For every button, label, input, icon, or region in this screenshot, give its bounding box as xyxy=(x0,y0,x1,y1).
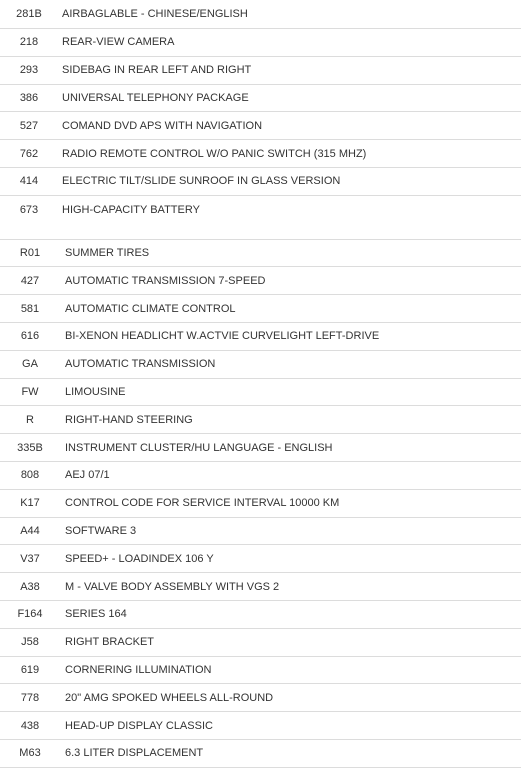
option-code: R01 xyxy=(19,246,41,259)
option-description: HIGH-CAPACITY BATTERY xyxy=(62,203,200,216)
table-row xyxy=(0,601,521,629)
option-description: AIRBAGLABLE - CHINESE/ENGLISH xyxy=(62,8,248,20)
option-code: 386 xyxy=(19,91,39,104)
option-description: ELECTRIC TILT/SLIDE SUNROOF IN GLASS VERSION xyxy=(62,175,341,188)
option-description: UNIVERSAL TELEPHONY PACKAGE xyxy=(62,91,249,104)
option-description: CORNERING ILLUMINATION xyxy=(65,663,212,676)
table-row xyxy=(0,323,521,351)
option-description: SUMMER TIRES xyxy=(65,246,150,259)
option-description: SIDEBAG IN REAR LEFT AND RIGHT xyxy=(62,64,252,77)
option-code: V37 xyxy=(20,552,40,565)
option-code: GA xyxy=(22,358,38,371)
table-row xyxy=(0,434,521,462)
table-row xyxy=(0,406,521,434)
option-code: J58 xyxy=(21,636,39,649)
option-code: R xyxy=(26,413,34,426)
option-description: AUTOMATIC TRANSMISSION xyxy=(65,358,216,371)
option-description: COMAND DVD APS WITH NAVIGATION xyxy=(62,119,263,132)
option-codes-table-1 xyxy=(0,0,521,224)
option-code: 414 xyxy=(19,175,39,188)
option-description: LIMOUSINE xyxy=(65,385,126,398)
table-row xyxy=(0,140,521,168)
table-row xyxy=(0,490,521,518)
table-row xyxy=(0,168,521,196)
table-row xyxy=(0,112,521,140)
option-code: 778 xyxy=(20,691,40,704)
option-description: AUTOMATIC CLIMATE CONTROL xyxy=(65,302,236,315)
option-code: 427 xyxy=(20,274,40,287)
option-code: 527 xyxy=(19,119,39,132)
table-row xyxy=(0,29,521,57)
option-code: 673 xyxy=(19,203,39,216)
option-code: M63 xyxy=(19,747,41,760)
table-row xyxy=(0,85,521,113)
table-row xyxy=(0,295,521,323)
option-description: AEJ 07/1 xyxy=(65,469,110,482)
option-code: 581 xyxy=(20,302,40,315)
table-row xyxy=(0,573,521,601)
table-row xyxy=(0,351,521,379)
table-row xyxy=(0,684,521,712)
table-row xyxy=(0,196,521,224)
option-description: 20" AMG SPOKED WHEELS ALL-ROUND xyxy=(65,691,274,704)
option-code: A44 xyxy=(20,524,40,537)
option-code: A38 xyxy=(20,580,40,593)
option-description: CONTROL CODE FOR SERVICE INTERVAL 10000 KM xyxy=(65,497,340,510)
option-description: SOFTWARE 3 xyxy=(65,524,137,537)
option-description: BI-XENON HEADLICHT W.ACTVIE CURVELIGHT LEFT-DRIVE xyxy=(65,330,380,343)
option-code: K17 xyxy=(20,497,40,510)
table-separator xyxy=(0,224,521,240)
option-description: 6.3 LITER DISPLACEMENT xyxy=(65,747,204,760)
option-codes-table-2 xyxy=(0,240,521,768)
option-code: FW xyxy=(21,385,39,398)
table-row xyxy=(0,657,521,685)
table-row xyxy=(0,267,521,295)
table-row xyxy=(0,629,521,657)
option-code: 808 xyxy=(20,469,40,482)
option-description: HEAD-UP DISPLAY CLASSIC xyxy=(65,719,213,732)
option-description: RIGHT BRACKET xyxy=(65,636,155,649)
option-description: RIGHT-HAND STEERING xyxy=(65,413,193,426)
table-row xyxy=(0,57,521,85)
option-description: INSTRUMENT CLUSTER/HU LANGUAGE - ENGLISH xyxy=(65,441,333,454)
option-code: 218 xyxy=(19,36,39,49)
table-row xyxy=(0,545,521,573)
option-description: RADIO REMOTE CONTROL W/O PANIC SWITCH (315 MHZ) xyxy=(62,147,367,160)
option-code: F164 xyxy=(17,608,43,621)
option-code: 619 xyxy=(20,663,40,676)
option-description: AUTOMATIC TRANSMISSION 7-SPEED xyxy=(65,274,266,287)
option-code: 293 xyxy=(19,64,39,77)
table-row xyxy=(0,0,521,29)
option-code: 281B xyxy=(16,8,42,20)
table-row xyxy=(0,240,521,268)
option-description: SERIES 164 xyxy=(65,608,127,621)
table-row xyxy=(0,740,521,768)
option-code: 335B xyxy=(17,441,43,454)
option-code: 762 xyxy=(19,147,39,160)
table-row xyxy=(0,462,521,490)
option-description: REAR-VIEW CAMERA xyxy=(62,36,175,49)
option-code: 438 xyxy=(20,719,40,732)
table-row xyxy=(0,379,521,407)
option-code: 616 xyxy=(20,330,40,343)
table-row xyxy=(0,518,521,546)
option-description: M - VALVE BODY ASSEMBLY WITH VGS 2 xyxy=(65,580,280,593)
table-row xyxy=(0,712,521,740)
option-description: SPEED+ - LOADINDEX 106 Y xyxy=(65,552,214,565)
